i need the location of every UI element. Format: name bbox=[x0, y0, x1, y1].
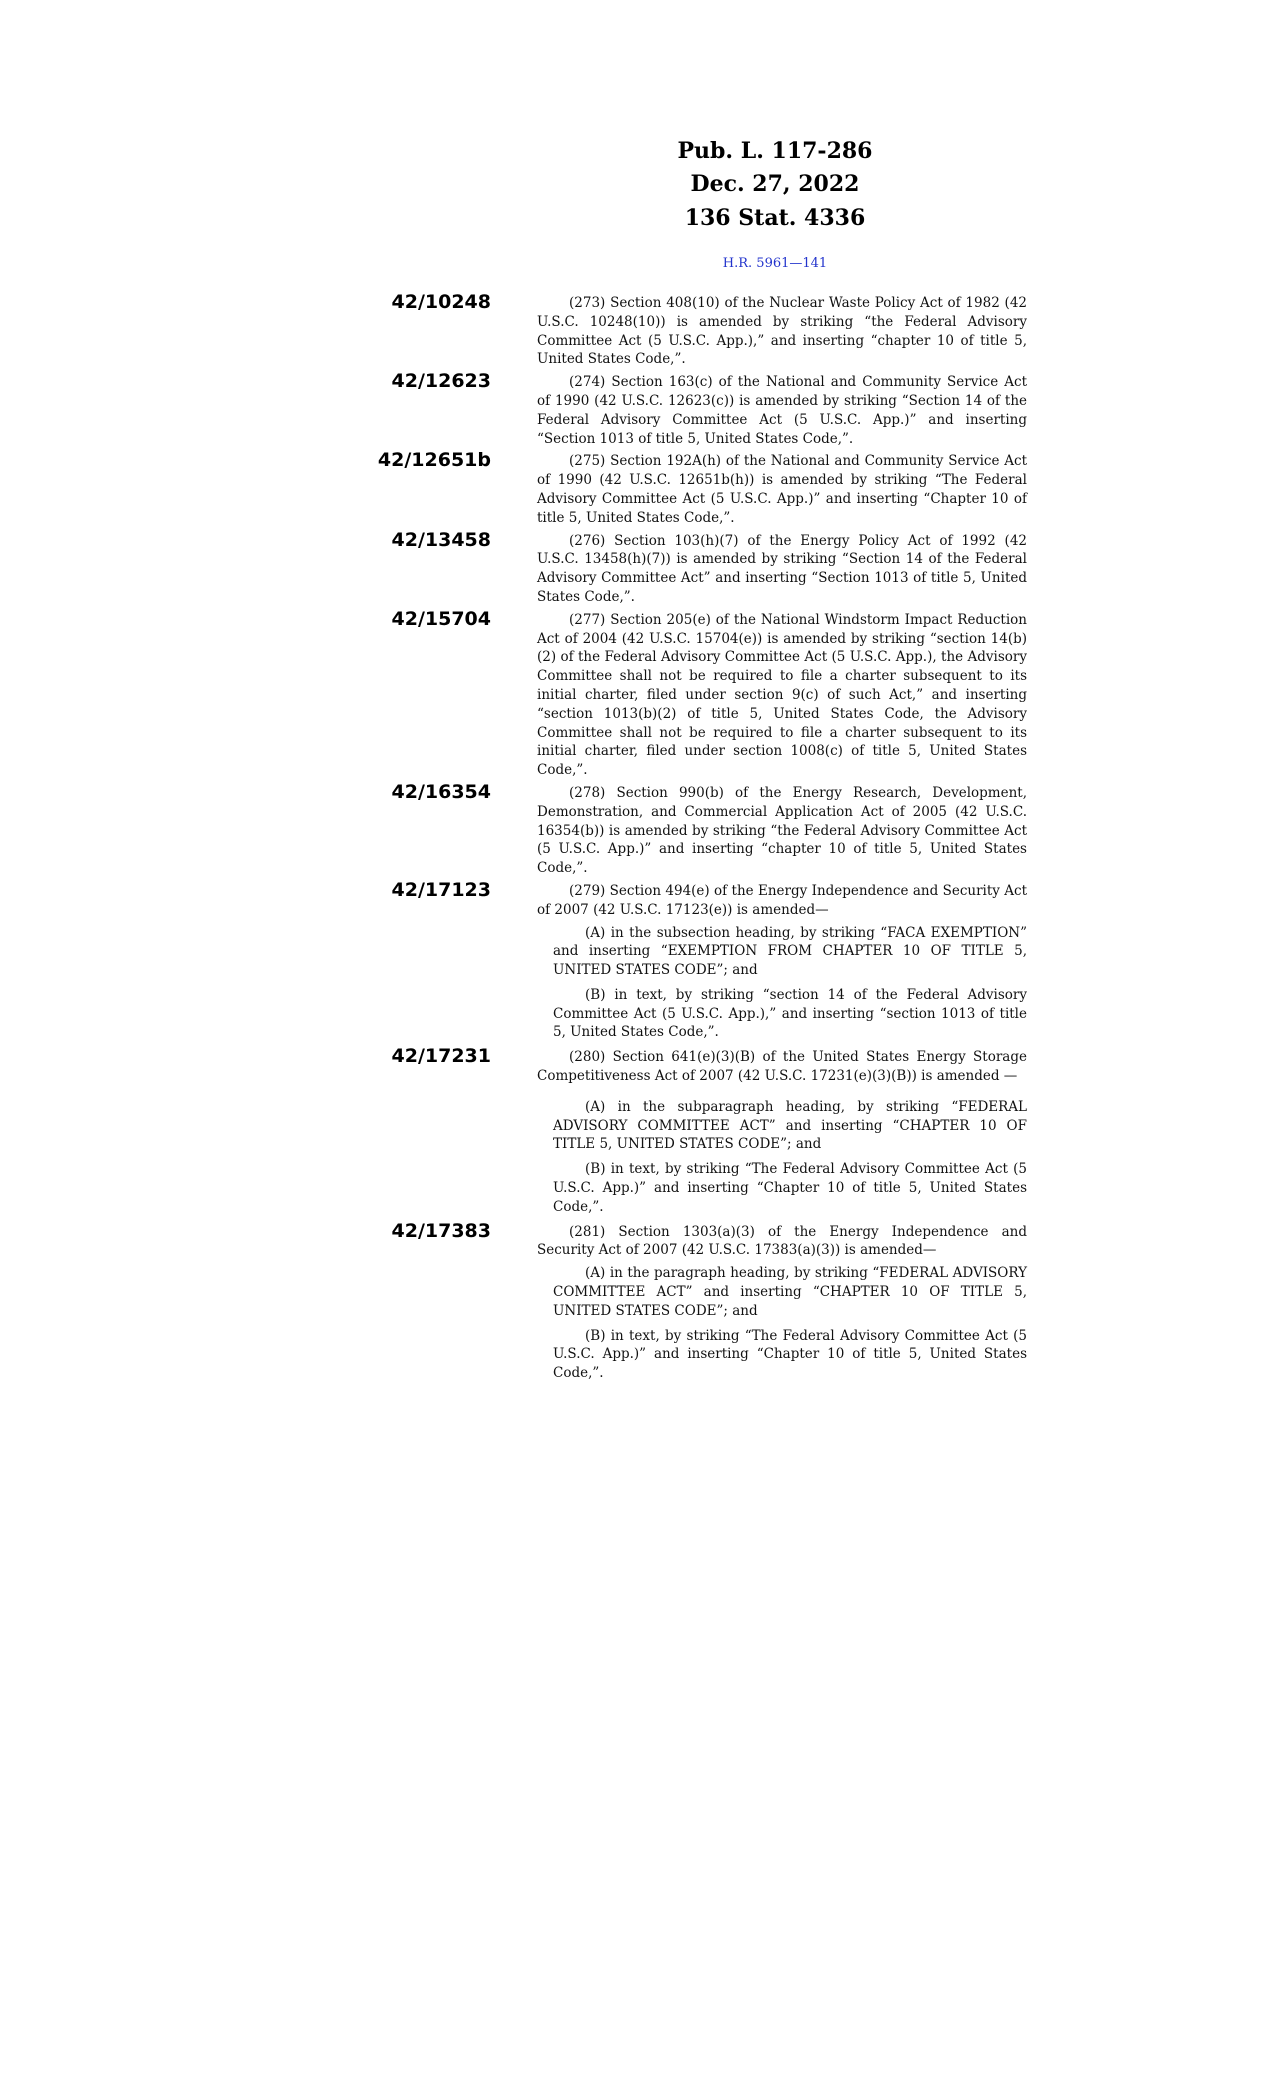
section-273 bbox=[0, 291, 1273, 369]
subsection-b: (B) in text, by striking “The Federal Advisory Committee Act (5 U.S.C. App.)” and inserting “Chapter 10 of title 5, United States Code,”. bbox=[553, 1327, 1027, 1382]
subsection-a: (A) in the subsection heading, by striking “FACA EXEMPTION” and inserting “EXEMPTION FROM CHAPTER 10 OF TITLE 5, UNITED STATES CODE”; and bbox=[553, 924, 1027, 979]
margin-citation: 42/10248 bbox=[391, 291, 491, 313]
subsection-a: (A) in the subparagraph heading, by striking “FEDERAL ADVISORY COMMITTEE ACT” and inserting “CHAPTER 10 OF TITLE 5, UNITED STATES CODE”; and bbox=[553, 1098, 1027, 1153]
margin-citation: 42/13458 bbox=[391, 528, 491, 551]
section-text: (273) Section 408(10) of the Nuclear Waste Policy Act of 1982 (42 U.S.C. 10248(10)) is amended by striking “the Federal Advisory Committee Act (5 U.S.C. App.),” and inserting “chapter 10 of title 5, United States Code,”. bbox=[537, 295, 1027, 368]
section-text: (277) Section 205(e) of the National Windstorm Impact Reduction Act of 2004 (42 U.S.C. 15704(e)) is amended by striking “section 14(b)(2) of the Federal Advisory Committee Act (5 U.S.C. App.), the Advisory Committee shall not be required to file a charter subsequent to its initial charter, filed under section 9(c) of such Act,” and inserting “section 1013(b)(2) of title 5, United States Code, the Advisory Committee shall not be required to file a charter subsequent to its initial charter, filed under section 1008(c) of title 5, United States Code,”. bbox=[537, 611, 1027, 779]
section-text: (276) Section 103(h)(7) of the Energy Policy Act of 1992 (42 U.S.C. 13458(h)(7)) is amended by striking “Section 14 of the Federal Advisory Committee Act” and inserting “Section 1013 of title 5, United States Code,”. bbox=[537, 532, 1027, 605]
section-text: (274) Section 163(c) of the National and Community Service Act of 1990 (42 U.S.C. 12623(c)) is amended by striking “Section 14 of the Federal Advisory Committee Act (5 U.S.C. App.)” and inserting “Section 1013 of title 5, United States Code,”. bbox=[537, 374, 1027, 447]
section-text: (278) Section 990(b) of the Energy Research, Development, Demonstration, and Commercial Application Act of 2005 (42 U.S.C. 16354(b)) is amended by striking “the Federal Advisory Committee Act (5 U.S.C. App.)” and inserting “chapter 10 of title 5, United States Code,”. bbox=[537, 784, 1027, 877]
margin-citation: 42/12623 bbox=[391, 370, 491, 393]
subsection-b: (B) in text, by striking “section 14 of the Federal Advisory Committee Act (5 U.S.C. App.),” and inserting “section 1013 of title 5, United States Code,”. bbox=[553, 986, 1027, 1041]
section-275 bbox=[0, 449, 1273, 527]
margin-citation: 42/17123 bbox=[391, 878, 491, 901]
section-text: (281) Section 1303(a)(3) of the Energy Independence and Security Act of 2007 (42 U.S.C. 17383(a)(3)) is amended— bbox=[537, 1223, 1027, 1259]
document-body bbox=[0, 291, 1273, 1389]
margin-citation: 42/12651b bbox=[377, 449, 491, 472]
section-279 bbox=[0, 878, 1273, 1042]
section-text: (280) Section 641(e)(3)(B) of the United States Energy Storage Competitiveness Act of 2007 (42 U.S.C. 17231(e)(3)(B)) is amended — bbox=[537, 1049, 1027, 1085]
margin-citation: 42/17231 bbox=[391, 1045, 491, 1068]
subsection-b: (B) in text, by striking “The Federal Advisory Committee Act (5 U.S.C. App.)” and inserting “Chapter 10 of title 5, United States Code,”. bbox=[553, 1161, 1027, 1215]
margin-citation: 42/17383 bbox=[391, 1219, 491, 1242]
section-text: (279) Section 494(e) of the Energy Independence and Security Act of 2007 (42 U.S.C. 17123(e)) is amended— bbox=[537, 882, 1027, 918]
section-276 bbox=[0, 528, 1273, 607]
public-law-number: Pub. L. 117-286 bbox=[677, 138, 873, 164]
section-274 bbox=[0, 370, 1273, 448]
section-280 bbox=[0, 1045, 1273, 1216]
section-277 bbox=[0, 607, 1273, 780]
enactment-date: Dec. 27, 2022 bbox=[690, 171, 860, 197]
margin-citation: 42/16354 bbox=[391, 780, 491, 803]
margin-citation: 42/15704 bbox=[391, 607, 491, 630]
statute-page: 136 Stat. 4336 bbox=[684, 205, 866, 231]
section-278 bbox=[0, 780, 1273, 878]
subsection-a: (A) in the paragraph heading, by striking “FEDERAL ADVISORY COMMITTEE ACT” and inserting “CHAPTER 10 OF TITLE 5, UNITED STATES CODE”; and bbox=[553, 1265, 1027, 1319]
bill-reference: H.R. 5961—141 bbox=[722, 256, 828, 271]
section-text: (275) Section 192A(h) of the National and Community Service Act of 1990 (42 U.S.C. 12651b(h)) is amended by striking “The Federal Advisory Committee Act (5 U.S.C. App.)” and inserting “Chapter 10 of title 5, United States Code,”. bbox=[537, 453, 1027, 526]
section-281 bbox=[0, 1219, 1273, 1383]
